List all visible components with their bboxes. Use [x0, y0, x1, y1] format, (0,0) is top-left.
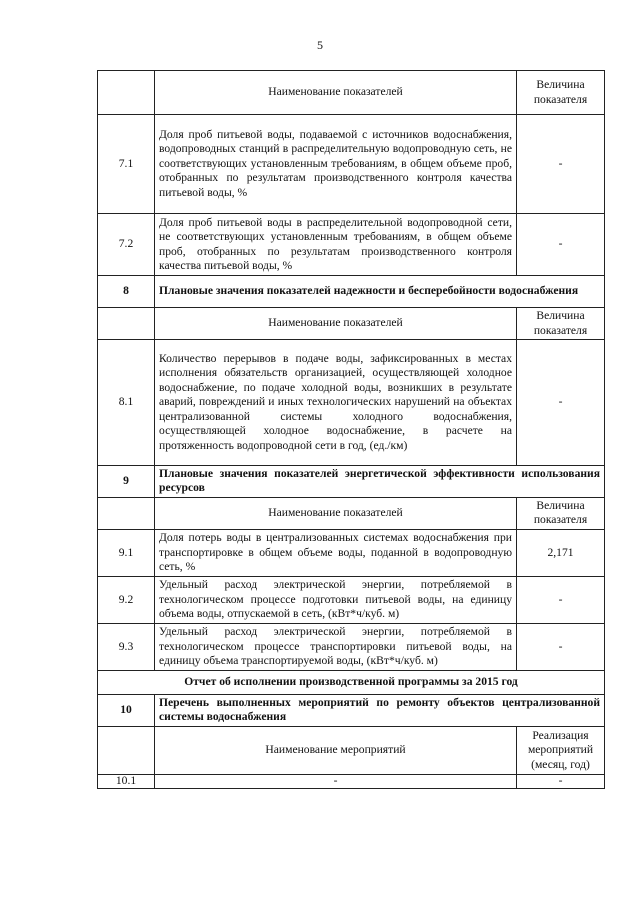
section-row [98, 466, 605, 498]
row-text: Доля потерь воды в централизованных системах водоснабжения при транспортировке в общем объеме воды, поданной в водопроводную сеть, % [155, 529, 517, 576]
row-value: - [517, 340, 605, 466]
section-title: Плановые значения показателей надежности и бесперебойности водоснабжения [155, 276, 605, 308]
header-name-indicators: Наименование показателей [155, 71, 517, 115]
row-number: 9.3 [98, 623, 155, 670]
section-row [98, 276, 605, 308]
page-number: 5 [317, 38, 323, 52]
indicators-table [97, 70, 605, 789]
section-number: 8 [98, 276, 155, 308]
row-number: 9.2 [98, 576, 155, 623]
header-empty-cell [98, 497, 155, 529]
row-number: 8.1 [98, 340, 155, 466]
header-name-measures: Наименование мероприятий [155, 726, 517, 774]
header-name-indicators: Наименование показателей [155, 308, 517, 340]
table-row [98, 529, 605, 576]
row-number: 10.1 [98, 774, 155, 788]
row-number: 9.1 [98, 529, 155, 576]
header-realization: Реализация мероприятий (месяц, год) [517, 726, 605, 774]
section-title: Плановые значения показателей энергетической эффективности использования ресурсов [155, 466, 605, 498]
row-value: 2,171 [517, 529, 605, 576]
row-value: - [517, 576, 605, 623]
row-value: - [517, 214, 605, 276]
header-empty-cell [98, 726, 155, 774]
section-number: 9 [98, 466, 155, 498]
row-text: Удельный расход электрической энергии, потребляемой в технологическом процессе транспортировки питьевой воды, на единицу объема транспортируемой воды, (кВт*ч/куб. м) [155, 623, 517, 670]
row-text: Доля проб питьевой воды, подаваемой с источников водоснабжения, водопроводных станций в распределительную водопроводную сеть, не соответствующих установленным требованиям, в общем объеме проб, отобранных по результатам производственного контроля качества питьевой воды, % [155, 115, 517, 214]
table-row [98, 214, 605, 276]
header-name-indicators: Наименование показателей [155, 497, 517, 529]
row-value: - [517, 115, 605, 214]
table-row [98, 623, 605, 670]
table-header-row [98, 308, 605, 340]
row-value: - [517, 774, 605, 788]
row-text: - [155, 774, 517, 788]
section-number: 10 [98, 694, 155, 726]
table-row [98, 115, 605, 214]
report-title: Отчет об исполнении производственной программы за 2015 год [98, 670, 605, 694]
table-header-row [98, 71, 605, 115]
header-empty-cell [98, 71, 155, 115]
table-header-row [98, 497, 605, 529]
report-title-row [98, 670, 605, 694]
section-title: Перечень выполненных мероприятий по ремонту объектов централизованной системы водоснабжения [155, 694, 605, 726]
table-row [98, 576, 605, 623]
row-number: 7.1 [98, 115, 155, 214]
table-row [98, 774, 605, 788]
row-text: Доля проб питьевой воды в распределительной водопроводной сети, не соответствующих установленным требованиям, в общем объеме проб, отобранных по результатам производственного контроля качества питьевой воды, % [155, 214, 517, 276]
row-text: Удельный расход электрической энергии, потребляемой в технологическом процессе подготовки питьевой воды, на единицу объема воды, отпускаемой в сеть, (кВт*ч/куб. м) [155, 576, 517, 623]
header-empty-cell [98, 308, 155, 340]
header-value-indicator: Величина показателя [517, 497, 605, 529]
table-header-row [98, 726, 605, 774]
row-number: 7.2 [98, 214, 155, 276]
table-row [98, 340, 605, 466]
row-value: - [517, 623, 605, 670]
section-row [98, 694, 605, 726]
header-value-indicator: Величина показателя [517, 308, 605, 340]
row-text: Количество перерывов в подаче воды, зафиксированных в местах исполнения обязательств организацией, осуществляющей холодное водоснабжение, по подаче холодной воды, возникших в результате аварий, повреждений и иных технологических нарушений на объектах централизованной системы холодного водоснабжения, осуществляющей холодное водоснабжение, в расчете на протяженность водопроводной сети в год, (ед./км) [155, 340, 517, 466]
header-value-indicator: Величина показателя [517, 71, 605, 115]
